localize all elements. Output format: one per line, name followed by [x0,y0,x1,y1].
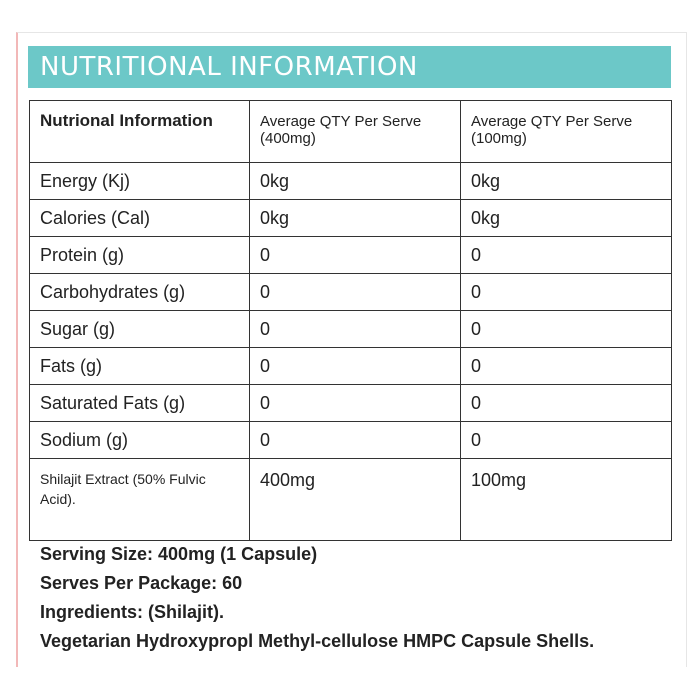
value-100mg: 0 [461,237,672,274]
row-label: Saturated Fats (g) [30,385,250,422]
row-label: Shilajit Extract (50% Fulvic Acid). [30,459,250,541]
column-header-400mg: Average QTY Per Serve (400mg) [250,101,461,163]
value-100mg: 0 [461,422,672,459]
title-banner [28,46,671,88]
ingredients-text: Ingredients: (Shilajit). [40,602,225,622]
table-row [30,237,672,274]
table-row [30,348,672,385]
value-400mg: 0 [250,311,461,348]
column-header-100mg: Average QTY Per Serve (100mg) [461,101,672,163]
value-400mg: 0 [250,422,461,459]
value-100mg: 0 [461,274,672,311]
product-details [40,540,594,656]
row-label: Protein (g) [30,237,250,274]
table-row [30,163,672,200]
value-100mg: 0 [461,385,672,422]
value-400mg: 0 [250,348,461,385]
value-400mg: 0kg [250,200,461,237]
value-100mg: 0kg [461,163,672,200]
table-row [30,200,672,237]
table-row [30,274,672,311]
row-label: Sugar (g) [30,311,250,348]
serves-per-package-text: Serves Per Package: 60 [40,573,243,593]
row-label: Carbohydrates (g) [30,274,250,311]
page-title: NUTRITIONAL INFORMATION [40,52,418,82]
value-400mg: 400mg [250,459,461,541]
table-row [30,422,672,459]
table-row [30,311,672,348]
table-row [30,385,672,422]
table-header-row [30,101,672,163]
value-100mg: 0 [461,348,672,385]
value-400mg: 0kg [250,163,461,200]
capsule-shell-text: Vegetarian Hydroxypropl Methyl-cellulose HMPC Capsule Shells. [40,631,595,651]
value-400mg: 0 [250,274,461,311]
value-100mg: 0 [461,311,672,348]
value-400mg: 0 [250,385,461,422]
value-100mg: 100mg [461,459,672,541]
row-label: Sodium (g) [30,422,250,459]
row-label: Energy (Kj) [30,163,250,200]
table-row [30,459,672,541]
row-label: Calories (Cal) [30,200,250,237]
serving-size-text: Serving Size: 400mg (1 Capsule) [40,544,318,564]
value-100mg: 0kg [461,200,672,237]
column-header-nutrient: Nutrional Information [30,101,250,163]
row-label: Fats (g) [30,348,250,385]
nutrition-table [29,100,672,541]
value-400mg: 0 [250,237,461,274]
